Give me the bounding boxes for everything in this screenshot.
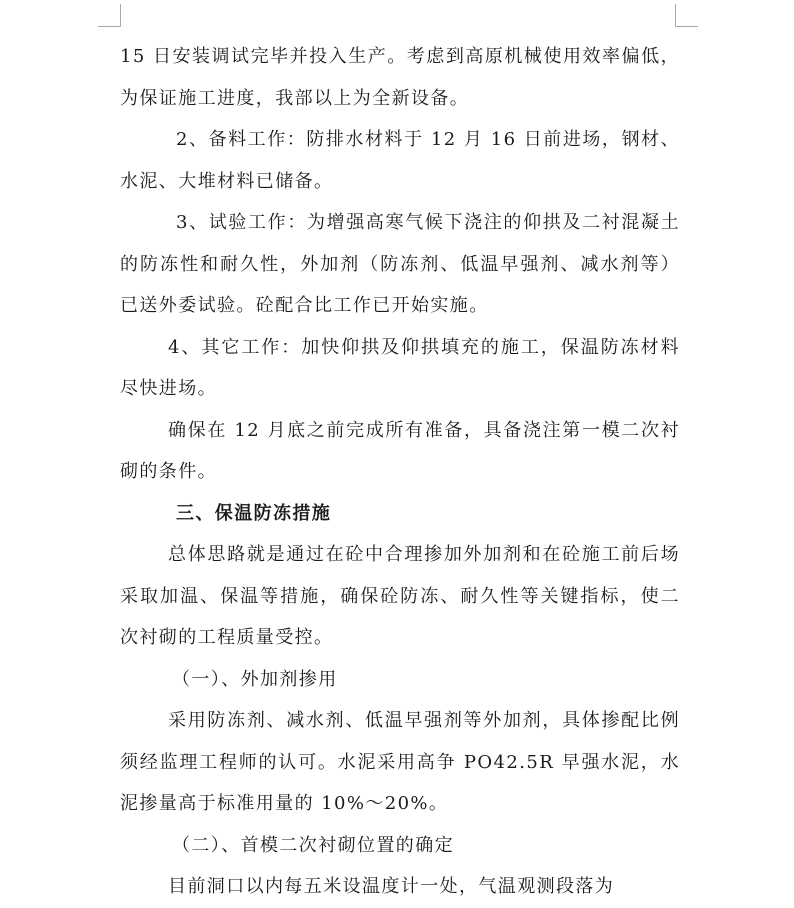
section-heading: 三、保温防冻措施: [176, 502, 332, 524]
paragraph-readiness: 确保在 12 月底之前完成所有准备，具备浇注第一模二次衬砌的条件。: [120, 419, 680, 482]
subsection-1-text: 采用防冻剂、减水剂、低温早强剂等外加剂，具体掺配比例须经监理工程师的认可。水泥采用高争 PO42.5R 早强水泥，水泥掺量高于标准用量的 10%～20%。: [120, 710, 680, 814]
page-corner-mark-right: [675, 4, 698, 27]
paragraph-testing: 3、试验工作：为增强高寒气候下浇注的仰拱及二衬混凝土的防冻性和耐久性，外加剂（防冻剂、低温早强剂、减水剂等）已送外委试验。砼配合比工作已开始实施。: [120, 212, 680, 316]
page-corner-mark-left: [98, 4, 121, 27]
subsection-2-title: （二）、首模二次衬砌位置的确定: [172, 834, 454, 856]
paragraph-other-work: 4、其它工作：加快仰拱及仰拱填充的施工，保温防冻材料尽快进场。: [120, 336, 680, 399]
subsection-2-text: 目前洞口以内每五米设温度计一处，气温观测段落为: [168, 876, 615, 897]
document-body: [120, 36, 680, 908]
paragraph-materials: 2、备料工作：防排水材料于 12 月 16 日前进场，钢材、水泥、大堆材料已储备。: [120, 129, 680, 192]
subsection-1-title: （一）、外加剂掺用: [172, 668, 338, 690]
section-paragraph: 总体思路就是通过在砼中合理掺加外加剂和在砼施工前后场采取加温、保温等措施，确保砼防冻、耐久性等关键指标，使二次衬砌的工程质量受控。: [120, 544, 680, 648]
paragraph-continuation: 15 日安装调试完毕并投入生产。考虑到高原机械使用效率偏低，为保证施工进度，我部以上为全新设备。: [120, 46, 680, 109]
